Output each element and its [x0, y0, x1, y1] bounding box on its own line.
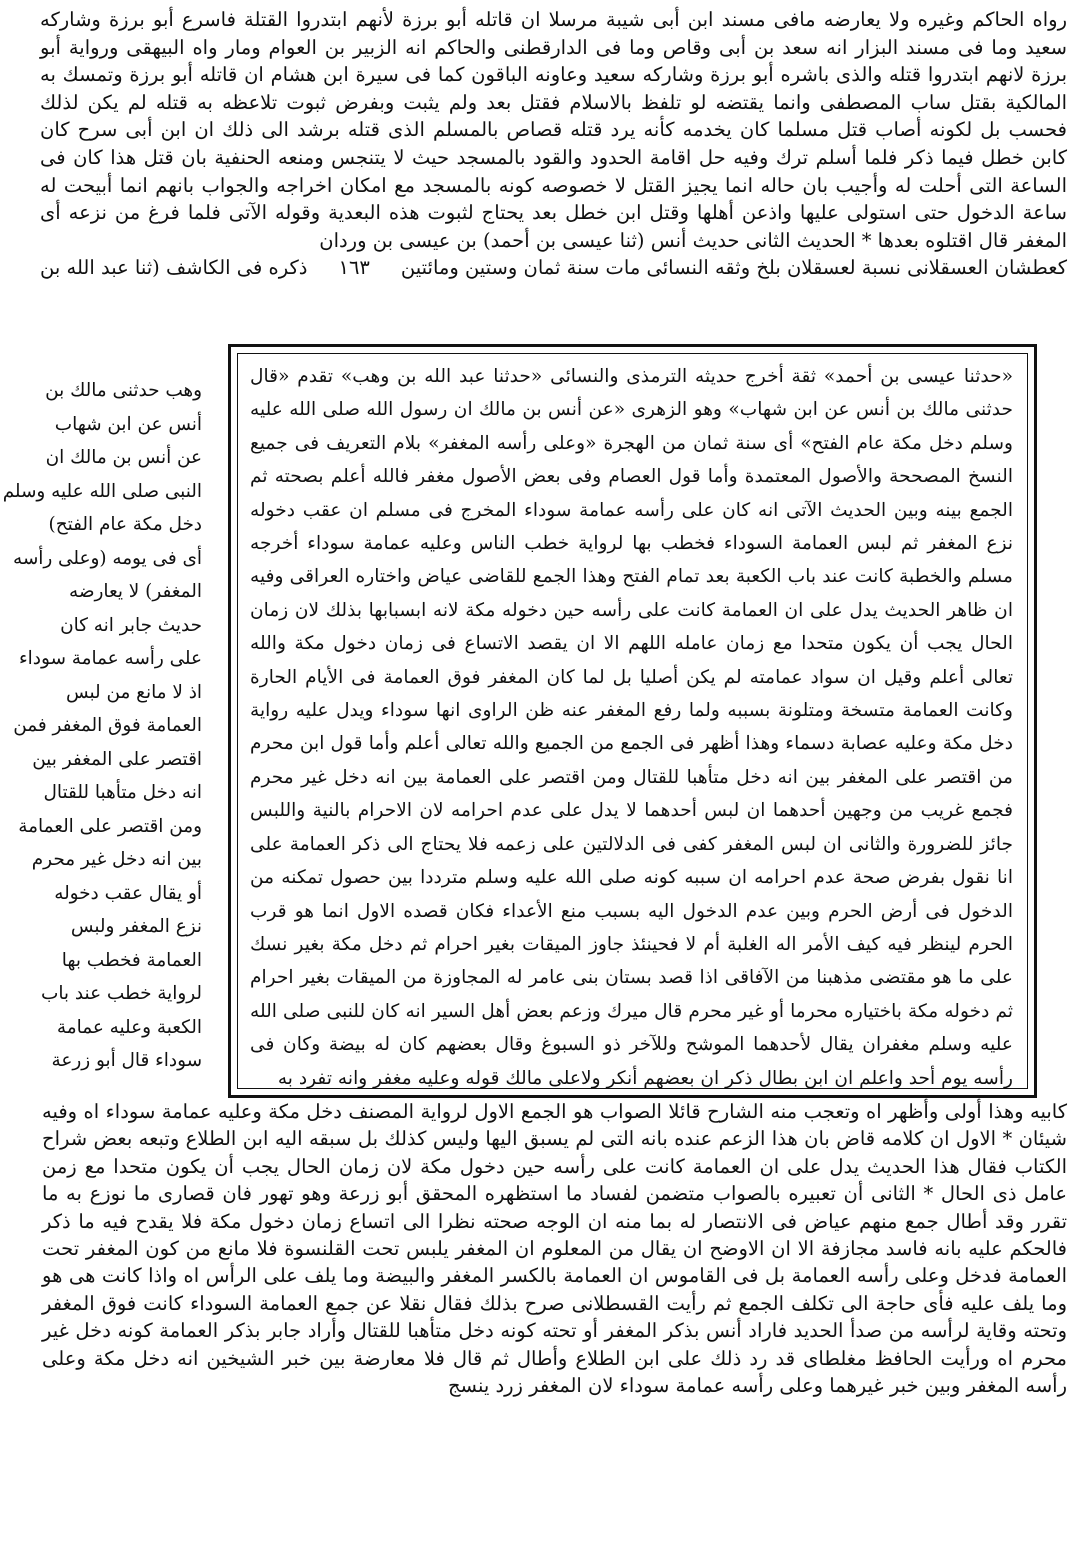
margin-line: دخل مكة عام الفتح)	[48, 514, 202, 535]
margin-line: بين انه دخل غير محرم	[31, 849, 202, 870]
top-commentary-text: رواه الحاكم وغيره ولا يعارضه مافى مسند ابن أبى شيبة مرسلا ان قاتله أبو برزة لأنهم ابتدروا القتلة فاسرع أبو برزة وشاركه سعيد وما فى مسند البزار انه سعد بن أبى وقاص وما فى الدارقطنى والحاكم انه الزبير بن العوام ومار واه البيهقى ورواية أبو برزة لانهم ابتدروا قتله والذى باشره أبو برزة وشاركه سعيد وعاونه الباقون كما فى سيرة ابن هشام ان قاتله أبو برزة وتمسك به المالكية بقتل ساب المصطفى وانما يقتضه لو تلفظ بالاسلام فقتل بعد ولم يثبت وبفرض ثبوت تلاعظه به قتله لم يكن لذلك فحسب بل لكونه أصاب قتل مسلما كان يخدمه كأنه يرد قتله قصاص بالمسلم الذى قتله برشد الى ذلك ان ابن أبى سرح كان كابن خطل فيما ذكر فلما أسلم ترك وفيه حل اقامة الحدود والقود بالمسجد حيث لا يتنجس ومنعه الحنفية بان قتل هذا كان فى الساعة التى أحلت له وأجيب بان حاله انما يجيز القتل لا خصوصه كونه بالمسجد مع امكان اخراجه والجواب بانهم انما أبيحت له ساعة الدخول حتى استولى عليها واذعن أهلها وقتل ابن خطل بعد يحتاج لثبوت هذه البعدية وقوله الآتى فلما فرغ من نزعه أى المغفر قال اقتلوه بعدها * الحديث الثانى حديث أنس (ثنا عيسى بن أحمد) بن عيسى بن وردان	[40, 8, 1067, 252]
top-commentary	[40, 6, 1067, 282]
margin-line: وهب حدثنى مالك بن	[45, 380, 202, 401]
top-last-right: كعطشان العسقلانى نسبة لعسقلان بلخ وثقه النسائى مات سنة ثمان وستين ومائتين	[400, 256, 1067, 280]
margin-line: على رأسه عمامة سوداء	[19, 648, 202, 669]
bottom-commentary-text: كابيه وهذا أولى وأظهر اه وتعجب منه الشارح قائلا الصواب هو الجمع الاول لرواية المصنف دخل مكة وعليه عمامة سوداء اه وفيه شيئان * الاول ان كلامه قاض بان هذا الزعم عنده بانه التى لم يسبق اليها وليس كذلك بل سبقه اليه ابن الطلاع وتبعه بعض شراح الكتاب فقال هذا الحديث يدل على ان العمامة كانت على رأسه حين دخول مكة لان زمان الحال يجب أن يكون متحدا مع زمن عامل ذى الحال * الثانى أن تعبيره بالصواب متضمن لفساد ما استظهره المحقق أبو زرعة وهو تهور فان قصارى ما نوزع به ما تقرر وقد أطال جمع منهم عياض فى الانتصار له بما منه ان الوجه صحته نظرا الى اتساع زمان دخول مكة فلا يقدح فيه ما ذكر فالحكم عليه بانه فاسد مجازفة الا ان الاوضح ان يقال من المعلوم ان المغفر يلبس تحت القلنسوة فلا مانع من كون المغفر تحت العمامة فدخل وعلى رأسه العمامة بل فى القاموس ان العمامة بالكسر المغفر والبيضة وما يلف على الرأس اه واذا كانت هى هو وما يلف عليه فأى حاجة الى تكلف الجمع ثم رأيت القسطلانى صرح بذلك فقال نقلا عن جمع العمامة السوداء كانت فوق المغفر وتحته وقاية لرأسه من صدأ الحديد فاراد أنس بذكر المغفر أو تحته كونه دخل متأهبا للقتال وأراد جابر بذكر العمامة كونه دخل غير محرم اه ورأيت الحافظ مغلطاى قد رد ذلك على ابن الطلاع وأطال ثم قال فلا معارضة بين خبر الشيخين انه دخل مكة وعلى رأسه المغفر وبين خبر غيرهما وعلى رأسه عمامة سوداء لان المغفر زرد ينسج	[42, 1100, 1067, 1398]
top-last-left: ذكره فى الكاشف (ثنا عبد الله بن	[40, 256, 308, 280]
main-text-inner-frame	[237, 353, 1028, 1089]
margin-line: ومن اقتصر على العمامة	[18, 815, 202, 837]
margin-line: أو يقال عقب دخوله	[54, 882, 202, 904]
margin-line: العمامة فوق المغفر فمن	[13, 715, 202, 736]
margin-commentary	[2, 374, 202, 1078]
top-commentary-last-line	[40, 254, 1067, 282]
margin-line: لرواية خطب عند باب	[41, 983, 202, 1004]
margin-line: الكعبة وعليه عمامة	[56, 1016, 202, 1038]
margin-line: اذ لا مانع من لبس	[66, 681, 202, 703]
margin-line: العمامة فخطب بها	[61, 949, 202, 971]
margin-line: أى فى يومه (وعلى رأسه	[12, 547, 202, 569]
margin-line: النبى صلى الله عليه وسلم	[2, 480, 202, 502]
margin-line: حديث جابر انه كان	[60, 614, 202, 636]
margin-line: اقتصر على المغفر بين	[32, 748, 202, 770]
margin-line: أنس عن ابن شهاب	[54, 413, 202, 435]
bottom-commentary	[42, 1098, 1067, 1399]
margin-line: المغفر) لا يعارضه	[69, 581, 202, 602]
margin-line: انه دخل متأهبا للقتال	[43, 782, 202, 803]
main-text: «حدثنا عيسى بن أحمد» ثقة أخرج حديثه الترمذى والنسائى «حدثنا عبد الله بن وهب» تقدم «قال حدثنى مالك بن أنس عن ابن شهاب» وهو الزهرى «عن أنس بن مالك ان رسول الله صلى الله عليه وسلم دخل مكة عام الفتح» أى سنة ثمان من الهجرة «وعلى رأسه المغفر» بلام التعريف فى جميع النسخ المصححة والأصول المعتمدة وأما قول العصام وفى بعض الأصول مغفر فالله أعلم بصحته ثم الجمع بينه وبين الحديث الآتى انه كان على رأسه عمامة سوداء المخرج فى مسلم ان عقب دخوله نزع المغفر ثم لبس العمامة السوداء فخطب بها لرواية خطب الناس وعليه عمامة سوداء أخرجه مسلم والخطبة كانت عند باب الكعبة بعد تمام الفتح وهذا الجمع للقاضى عياض واختاره العراقى وفيه ان ظاهر الحديث يدل على ان العمامة كانت على رأسه حين دخوله مكة لانه ابسبابها بذلك لان زمان الحال يجب أن يكون متحدا مع زمان عامله اللهم الا ان يقصد الاتساع فى زمان دخول مكة والله تعالى أعلم وقيل ان سواد عمامته لم يكن أصليا بل لما كان المغفر فوق العمامة فى الأيام الحارة وكانت العمامة متسخة ومتلونة بسببه ولما رفع المغفر عنه ظن الراوى انها سوداء ويدل عليه رواية دخل مكة وعليه عصابة دسماء وهذا أظهر فى الجمع من الجميع والله تعالى أعلم وأما قول ابن محرم من اقتصر على المغفر بين انه دخل متأهبا للقتال ومن اقتصر على العمامة بين انه دخل غير محرم فجمع غريب من وجهين أحدهما ان لبس أحدهما لا يدل على عدم احرامه لان الاحرام بالنية واللبس جائز للضرورة والثانى ان لبس المغفر كفى فى الدلالتين على زعمه فلا يحتاج الى ذكر العمامة على انا نقول بفرض صحة عدم احرامه ان سببه كونه صلى الله عليه وسلم مترددا بين حصول تمكنه من الدخول فى أرض الحرم وبين عدم الدخول اليه بسبب منع الأعداء فكان قصده الاول انما هو قرب الحرم لينظر فيه كيف الأمر اله الغلبة أم لا فحينئذ جاوز الميقات بغير احرام ثم دخل مكة بغير نسك على ما هو مقتضى مذهبنا من الآفاقى اذا قصد بستان بنى عامر له المجاوزة من الميقات بغير احرام ثم دخوله مكة باختياره محرما أو غير محرم قال ميرك وزعم بعض أهل السير انه كان للنبى صلى الله عليه وسلم مغفران يقال لأحدهما الموشح وللآخر ذو السبوغ وقال بعضهم كان له بيضة وكان فى رأسه يوم أحد واعلم ان ابن بطال ذكر ان بعضهم أنكر ولاعلى مالك قوله وعليه مغفر وانه تفرد به	[250, 366, 1013, 1089]
margin-line: سوداء قال أبو زرعة	[51, 1050, 202, 1071]
margin-line: عن أنس بن مالك ان	[45, 447, 202, 468]
main-text-frame	[228, 344, 1037, 1098]
margin-line: نزع المغفر ولبس	[70, 916, 202, 937]
page-number: ١٦٣	[338, 256, 370, 280]
